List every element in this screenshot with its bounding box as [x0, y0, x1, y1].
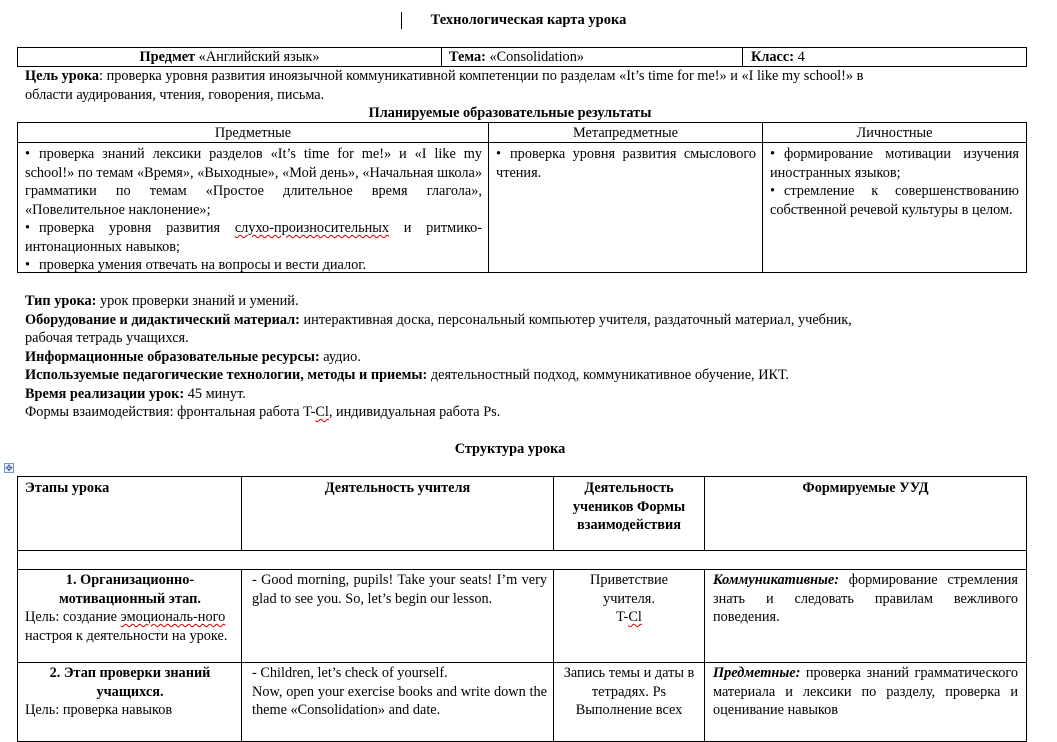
structure-col-teacher: Деятельность учителя	[241, 476, 554, 551]
structure-col-students: Деятельность учеников Формы взаимодействия	[553, 476, 705, 551]
stage-1-cell: 1. Организационно-мотивационный этап. Цель: создание эмоциональ-ного настроя к деятельности на уроке.	[17, 569, 242, 663]
stage-1-teacher: - Good morning, pupils! Take your seats! I’m very glad to see you. So, let’s begin our lesson.	[241, 569, 554, 663]
theme-cell	[441, 47, 743, 67]
meta-item-1: • проверка уровня развития смыслового чтения.	[496, 145, 756, 182]
results-personal-cell	[762, 142, 1027, 273]
subject-item-2: • проверка уровня развития слухо-произносительных и ритмико-интонационных навыков;	[25, 219, 482, 256]
stage-1-uud: Коммуникативные: формирование стремления знать и следовать правилам вежливого поведения.	[704, 569, 1027, 663]
results-subject-cell	[17, 142, 489, 273]
goal-text-2: области аудирования, чтения, говорения, письма.	[25, 86, 325, 103]
stage-1-students: Приветствие учителя. T-Cl	[553, 569, 705, 663]
stage-2-cell	[17, 662, 242, 742]
subject-label: Предмет	[139, 49, 196, 65]
personal-item-1: • формирование мотивации изучения иностранных языков;	[770, 145, 1019, 182]
results-heading: Планируемые образовательные результаты	[368, 105, 652, 121]
results-col-meta: Метапредметные	[488, 122, 763, 143]
subject-item-1: • проверка знаний лексики разделов «It’s time for me!» и «I like my school!» по темам «Время», «Выходные», «Мой день», «Начальная школа» грамматики по темам «Простое длительное время глагола», «Повелительное наклонение»;	[25, 145, 482, 219]
stage-2-title: 2. Этап проверки знаний учащихся.	[49, 665, 211, 700]
stage-1-title: 1. Организационно-мотивационный этап.	[59, 572, 201, 607]
class-value: 4	[797, 49, 805, 65]
results-col-personal: Личностные	[762, 122, 1027, 143]
move-icon[interactable]: ✥	[5, 463, 13, 473]
lesson-technologies: Используемые педагогические технологии, методы и приемы: деятельностный подход, коммуникативное обучение, ИКТ.	[25, 367, 789, 383]
subject-item-3: • проверка умения отвечать на вопросы и вести диалог.	[25, 256, 482, 273]
subject-value: «Английский язык»	[198, 49, 320, 65]
class-cell	[742, 47, 1027, 67]
theme-label: Тема:	[449, 49, 486, 65]
class-label: Класс:	[751, 49, 794, 65]
spell-word-sluho: слухо-произносительных	[234, 220, 390, 236]
stage-2-teacher: - Children, let’s check of yourself. Now, open your exercise books and write down the theme «Consolidation» and date.	[241, 662, 554, 742]
lesson-info	[25, 292, 1035, 422]
structure-col-stages: Этапы урока	[17, 476, 242, 551]
results-meta-cell	[488, 142, 763, 273]
lesson-equipment: Оборудование и дидактический материал: интерактивная доска, персональный компьютер учителя, раздаточный материал, учебник,	[25, 311, 852, 328]
personal-item-2: • стремление к совершенствованию собственной речевой культуры в целом.	[770, 182, 1019, 219]
stage-2-uud: Предметные: проверка знаний грамматического материала и лексики по разделу, проверка и оценивание навыков	[704, 662, 1027, 742]
stage-2-goal: Цель: проверка навыков	[25, 702, 173, 718]
structure-empty-row	[17, 550, 1027, 570]
goal-text-1: : проверка уровня развития иноязычной коммуникативной компетенции по разделам «It’s time for me!» и «I like my school!» в	[99, 68, 864, 84]
subject-cell	[17, 47, 442, 67]
goal-label: Цель урока	[25, 68, 100, 84]
theme-value: «Consolidation»	[489, 49, 584, 65]
lesson-type: Тип урока: урок проверки знаний и умений.	[25, 293, 299, 309]
document-title: Технологическая карта урока	[430, 12, 627, 28]
stage-2-students: Запись темы и даты в тетрадях. Ps Выполнение всех	[553, 662, 705, 742]
results-col-subject: Предметные	[17, 122, 489, 143]
lesson-equipment-2: рабочая тетрадь учащихся.	[25, 330, 189, 346]
structure-heading: Структура урока	[454, 441, 566, 457]
lesson-resources: Информационные образовательные ресурсы: аудио.	[25, 348, 361, 365]
lesson-goal	[25, 67, 1035, 104]
lesson-time: Время реализации урок: 45 минут.	[25, 385, 246, 402]
structure-col-uud: Формируемые УУД	[704, 476, 1027, 551]
lesson-forms: Формы взаимодействия: фронтальная работа T-Cl, индивидуальная работа Ps.	[25, 404, 501, 420]
